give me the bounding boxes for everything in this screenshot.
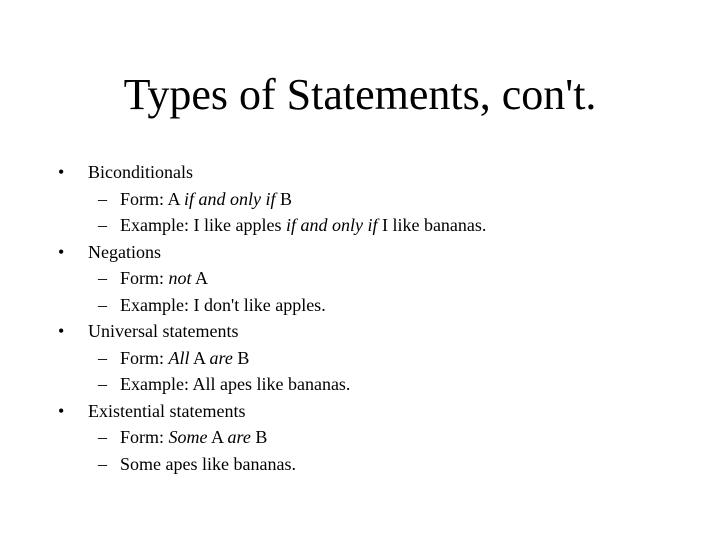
sub-item-marker: – — [98, 453, 107, 474]
bullet-marker: • — [58, 400, 65, 421]
text-segment: A — [191, 268, 209, 288]
text-segment: Example: All apes like bananas. — [120, 374, 351, 394]
emphasis-text: Some — [168, 427, 208, 447]
text-segment: B — [250, 427, 268, 447]
sub-item-marker: – — [98, 294, 107, 315]
sub-item-text — [120, 187, 292, 211]
bullet-marker: • — [58, 321, 65, 341]
text-segment: B — [275, 188, 293, 209]
text-segment: Example: I don't like apples. — [120, 294, 326, 315]
bullet-label: Negations — [88, 241, 161, 262]
bullet-label: Existential statements — [88, 400, 246, 421]
emphasis-text: not — [168, 268, 192, 288]
sub-item-marker: – — [98, 347, 107, 368]
sub-item-text — [120, 346, 249, 370]
sub-item-text — [120, 213, 486, 237]
slide-title — [0, 68, 720, 122]
sub-item-text — [120, 452, 296, 476]
sub-item-text — [120, 372, 350, 396]
text-segment: Some apes like bananas. — [120, 453, 296, 474]
sub-item-marker: – — [98, 215, 107, 235]
emphasis-text: are — [227, 427, 251, 447]
text-segment: Form: — [120, 268, 169, 288]
sub-item-marker: – — [98, 427, 107, 447]
text-segment: I like bananas. — [377, 215, 487, 235]
emphasis-text: All — [168, 347, 190, 368]
bullet-marker: • — [58, 162, 65, 182]
sub-item-text — [120, 425, 267, 449]
sub-item-marker: – — [98, 374, 107, 394]
slide-title-text: Types of Statements, con't. — [123, 70, 597, 119]
emphasis-text: are — [209, 347, 233, 368]
text-segment: A — [207, 427, 228, 447]
emphasis-text: if and only if — [184, 188, 276, 209]
bullet-label: Universal statements — [88, 321, 239, 341]
sub-item-marker: – — [98, 188, 107, 209]
text-segment: B — [232, 347, 250, 368]
bullet-label: Biconditionals — [88, 162, 193, 182]
bullet-marker: • — [58, 241, 65, 262]
text-segment: Example: I like apples — [120, 215, 286, 235]
text-segment: Form: A — [120, 188, 185, 209]
emphasis-text: if and only if — [285, 215, 378, 235]
sub-item-text — [120, 293, 326, 317]
sub-item-text — [120, 266, 208, 290]
text-segment: A — [189, 347, 210, 368]
text-segment: Form: — [120, 347, 169, 368]
sub-item-marker: – — [98, 268, 107, 288]
text-segment: Form: — [120, 427, 169, 447]
